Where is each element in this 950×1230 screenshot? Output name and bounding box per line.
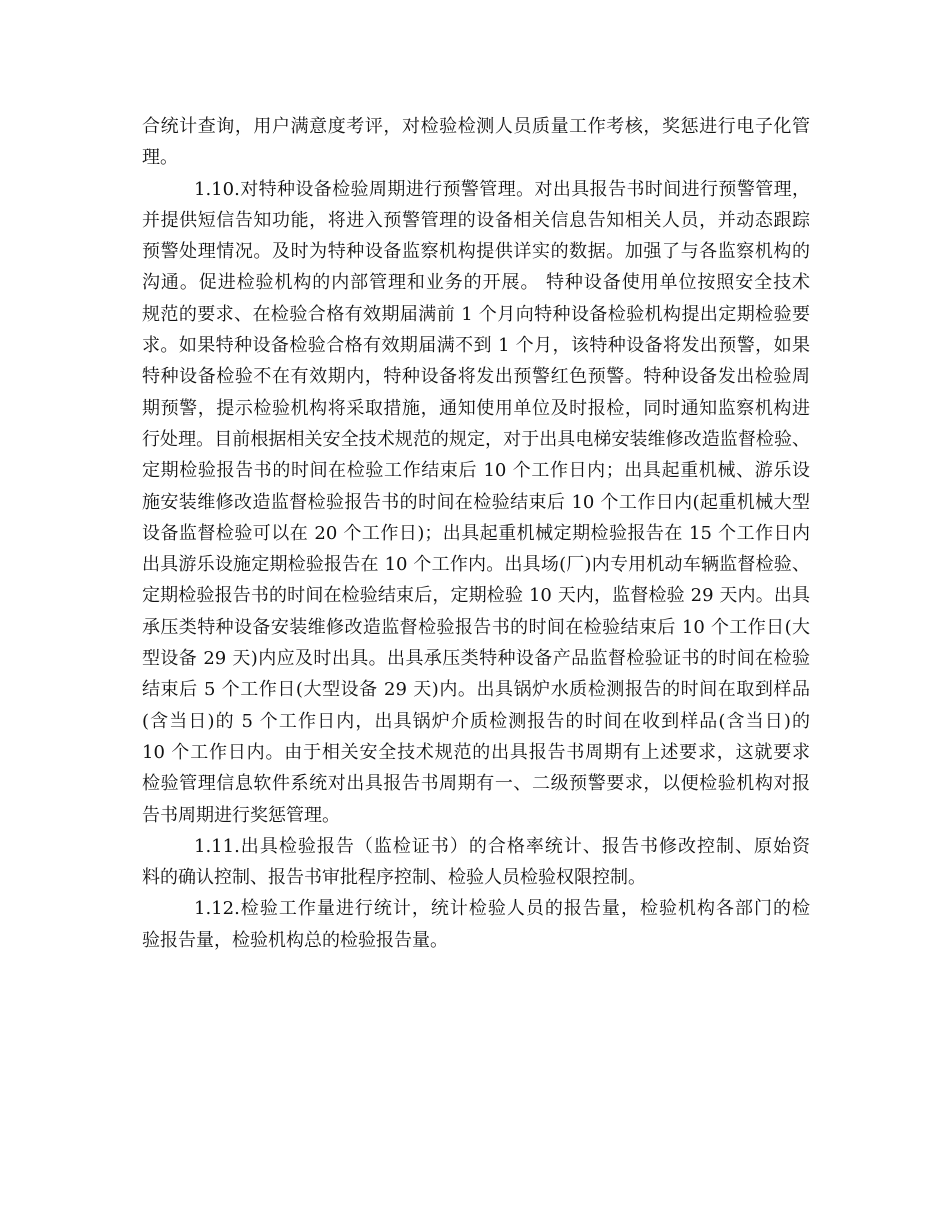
text-line: 沟通。促进检验机构的内部管理和业务的开展。 特种设备使用单位按照安全技术 <box>142 272 810 294</box>
text-line: (含当日)的 5 个工作日内，出具锅炉介质检测报告的时间在收到样品(含当日)的 <box>142 710 810 732</box>
section-1-10-first-line: 1.10.对特种设备检验周期进行预警管理。对出具报告书时间进行预警管理， <box>194 178 810 200</box>
text-line: 期预警，提示检验机构将采取措施，通知使用单位及时报检，同时通知监察机构进 <box>142 397 810 419</box>
text-line: 定期检验报告书的时间在检验工作结束后 10 个工作日内；出具起重机械、游乐设 <box>142 460 810 482</box>
text-line: 施安装维修改造监督检验报告书的时间在检验结束后 10 个工作日内(起重机械大型 <box>142 491 810 513</box>
text-line: 定期检验报告书的时间在检验结束后，定期检验 10 天内，监督检验 29 天内。出具 <box>142 585 810 607</box>
text-line: 10 个工作日内。由于相关安全技术规范的出具报告书周期有上述要求，这就要求 <box>142 741 810 763</box>
text-line: 求。如果特种设备检验合格有效期届满不到 1 个月，该特种设备将发出预警，如果 <box>142 335 810 357</box>
text-line: 验报告量，检验机构总的检验报告量。 <box>142 929 448 951</box>
text-line: 特种设备检验不在有效期内，特种设备将发出预警红色预警。特种设备发出检验周 <box>142 366 810 388</box>
text-line: 出具游乐设施定期检验报告在 10 个工作内。出具场(厂)内专用机动车辆监督检验、 <box>142 554 810 576</box>
document-body <box>142 111 810 956</box>
text-line: 承压类特种设备安装维修改造监督检验报告书的时间在检验结束后 10 个工作日(大 <box>142 616 810 638</box>
text-line: 理。 <box>142 147 178 169</box>
text-line: 并提供短信告知功能，将进入预警管理的设备相关信息告知相关人员，并动态跟踪 <box>142 209 810 231</box>
text-line: 结束后 5 个工作日(大型设备 29 天)内。出具锅炉水质检测报告的时间在取到样品 <box>142 679 810 701</box>
section-1-11-first-line: 1.11.出具检验报告（监检证书）的合格率统计、报告书修改控制、原始资 <box>194 835 810 857</box>
text-line: 型设备 29 天)内应及时出具。出具承压类特种设备产品监督检验证书的时间在检验 <box>142 648 810 670</box>
text-line: 合统计查询，用户满意度考评，对检验检测人员质量工作考核，奖惩进行电子化管 <box>142 116 810 137</box>
text-line: 设备监督检验可以在 20 个工作日)；出具起重机械定期检验报告在 15 个工作日内 <box>142 522 810 544</box>
text-line: 检验管理信息软件系统对出具报告书周期有一、二级预警要求，以便检验机构对报 <box>142 773 810 795</box>
text-line: 行处理。目前根据相关安全技术规范的规定，对于出具电梯安装维修改造监督检验、 <box>142 428 810 450</box>
text-line: 预警处理情况。及时为特种设备监察机构提供详实的数据。加强了与各监察机构的 <box>142 241 810 263</box>
section-1-12-first-line: 1.12.检验工作量进行统计，统计检验人员的报告量，检验机构各部门的检 <box>194 898 810 920</box>
text-line: 规范的要求、在检验合格有效期届满前 1 个月向特种设备检验机构提出定期检验要 <box>142 303 810 325</box>
text-line: 告书周期进行奖惩管理。 <box>142 804 340 826</box>
text-line: 料的确认控制、报告书审批程序控制、检验人员检验权限控制。 <box>142 867 646 889</box>
